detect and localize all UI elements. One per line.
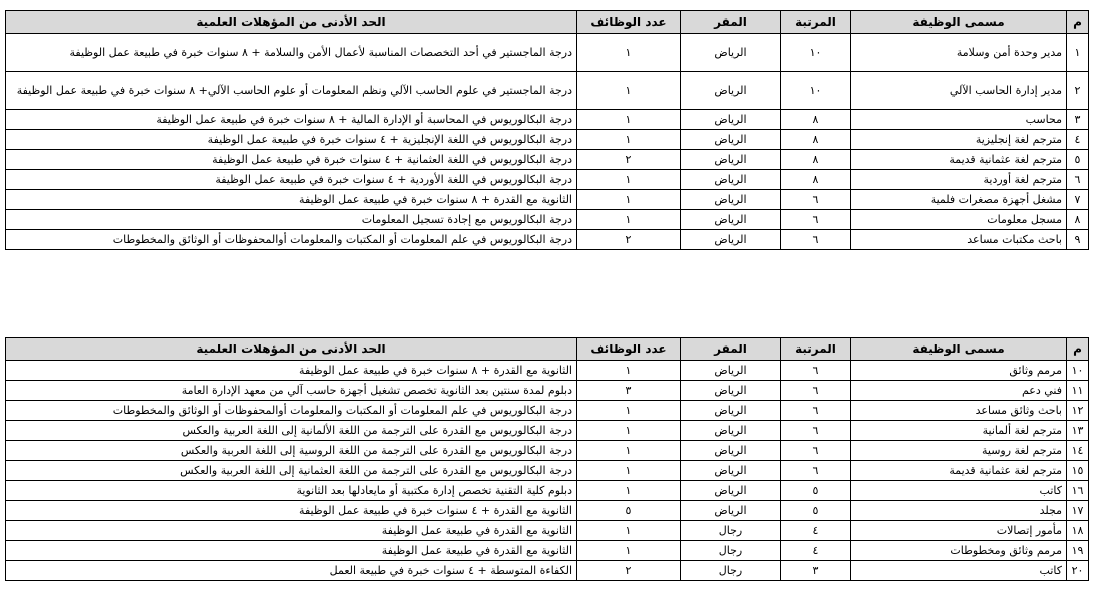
cell-num: ١٤	[1067, 441, 1089, 461]
header-location: المقر	[681, 338, 781, 361]
cell-location: الرياض	[681, 210, 781, 230]
cell-num: ١٢	[1067, 401, 1089, 421]
cell-rank: ٦	[781, 361, 851, 381]
cell-title: مدير وحدة أمن وسلامة	[851, 34, 1067, 72]
cell-count: ١	[577, 361, 681, 381]
cell-rank: ٦	[781, 190, 851, 210]
cell-num: ٣	[1067, 110, 1089, 130]
cell-num: ٦	[1067, 170, 1089, 190]
cell-qualification: درجة البكالوريوس في علم المعلومات أو المكتبات والمعلومات أوالمحفوظات أو الوثائق والمخطوطات	[6, 230, 577, 250]
table-row	[6, 230, 1089, 250]
cell-qualification: درجة البكالوريوس في اللغة الأوردية + ٤ سنوات خبرة في طبيعة عمل الوظيفة	[6, 170, 577, 190]
cell-num: ١١	[1067, 381, 1089, 401]
cell-title: كاتب	[851, 481, 1067, 501]
cell-num: ١	[1067, 34, 1089, 72]
cell-location: الرياض	[681, 34, 781, 72]
table-row	[6, 170, 1089, 190]
table-row	[6, 361, 1089, 381]
cell-title: فني دعم	[851, 381, 1067, 401]
table-row	[6, 190, 1089, 210]
cell-num: ٥	[1067, 150, 1089, 170]
cell-rank: ٦	[781, 461, 851, 481]
cell-count: ١	[577, 461, 681, 481]
cell-rank: ٥	[781, 481, 851, 501]
cell-rank: ٦	[781, 230, 851, 250]
table-header-row	[6, 338, 1089, 361]
cell-qualification: الثانوية مع القدرة في طبيعة عمل الوظيفة	[6, 521, 577, 541]
cell-location: الرياض	[681, 401, 781, 421]
cell-qualification: درجة الماجستير في أحد التخصصات المناسبة لأعمال الأمن والسلامة + ٨ سنوات خبرة في طبيعة عمل الوظيفة	[6, 34, 577, 72]
cell-rank: ٦	[781, 401, 851, 421]
cell-location: الرياض	[681, 481, 781, 501]
cell-count: ١	[577, 541, 681, 561]
cell-title: مأمور إتصالات	[851, 521, 1067, 541]
jobs-table-2	[5, 337, 1089, 581]
cell-location: الرياض	[681, 170, 781, 190]
cell-location: الرياض	[681, 361, 781, 381]
cell-count: ١	[577, 110, 681, 130]
table-row	[6, 441, 1089, 461]
cell-qualification: درجة البكالوريوس في المحاسبة أو الإدارة المالية + ٨ سنوات خبرة في طبيعة عمل الوظيفة	[6, 110, 577, 130]
table-row	[6, 401, 1089, 421]
cell-qualification: درجة البكالوريوس في اللغة الإنجليزية + ٤ سنوات خبرة في طبيعة عمل الوظيفة	[6, 130, 577, 150]
table-row	[6, 501, 1089, 521]
cell-location: الرياض	[681, 501, 781, 521]
cell-title: مترجم لغة روسية	[851, 441, 1067, 461]
cell-location: رجال	[681, 521, 781, 541]
table-row	[6, 461, 1089, 481]
cell-location: الرياض	[681, 72, 781, 110]
cell-qualification: الكفاءة المتوسطة + ٤ سنوات خبرة في طبيعة العمل	[6, 561, 577, 581]
cell-location: رجال	[681, 541, 781, 561]
cell-rank: ٣	[781, 561, 851, 581]
cell-num: ١٦	[1067, 481, 1089, 501]
header-rank: المرتبة	[781, 338, 851, 361]
cell-count: ١	[577, 210, 681, 230]
cell-location: الرياض	[681, 230, 781, 250]
cell-qualification: درجة البكالوريوس مع القدرة على الترجمة من اللغة الألمانية إلى اللغة العربية والعكس	[6, 421, 577, 441]
table-row	[6, 34, 1089, 72]
table-row	[6, 541, 1089, 561]
cell-title: مدير إدارة الحاسب الآلي	[851, 72, 1067, 110]
cell-rank: ٤	[781, 541, 851, 561]
cell-qualification: الثانوية مع القدرة + ٨ سنوات خبرة في طبيعة عمل الوظيفة	[6, 361, 577, 381]
cell-title: كاتب	[851, 561, 1067, 581]
table-row	[6, 481, 1089, 501]
table-row	[6, 421, 1089, 441]
cell-count: ١	[577, 481, 681, 501]
cell-location: الرياض	[681, 150, 781, 170]
cell-location: رجال	[681, 561, 781, 581]
table-row	[6, 521, 1089, 541]
cell-qualification: درجة البكالوريوس مع إجادة تسجيل المعلومات	[6, 210, 577, 230]
cell-qualification: دبلوم لمدة سنتين بعد الثانوية تخصص تشغيل أجهزة حاسب آلي من معهد الإدارة العامة	[6, 381, 577, 401]
header-title: مسمى الوظيفة	[851, 11, 1067, 34]
cell-title: مشغل أجهزة مصغرات فلمية	[851, 190, 1067, 210]
cell-qualification: الثانوية مع القدرة في طبيعة عمل الوظيفة	[6, 541, 577, 561]
cell-count: ٢	[577, 150, 681, 170]
cell-location: الرياض	[681, 441, 781, 461]
table-row	[6, 150, 1089, 170]
cell-num: ٢	[1067, 72, 1089, 110]
cell-rank: ٦	[781, 210, 851, 230]
cell-count: ١	[577, 190, 681, 210]
cell-title: مترجم لغة ألمانية	[851, 421, 1067, 441]
cell-location: الرياض	[681, 421, 781, 441]
header-qualification: الحد الأدنى من المؤهلات العلمية	[6, 11, 577, 34]
cell-qualification: درجة البكالوريوس في اللغة العثمانية + ٤ سنوات خبرة في طبيعة عمل الوظيفة	[6, 150, 577, 170]
cell-num: ١٨	[1067, 521, 1089, 541]
cell-rank: ٦	[781, 441, 851, 461]
cell-rank: ١٠	[781, 72, 851, 110]
cell-title: مرمم وثائق ومخطوطات	[851, 541, 1067, 561]
table-row	[6, 561, 1089, 581]
cell-title: باحث وثائق مساعد	[851, 401, 1067, 421]
cell-qualification: دبلوم كلية التقنية تخصص إدارة مكتبية أو مايعادلها بعد الثانوية	[6, 481, 577, 501]
header-rank: المرتبة	[781, 11, 851, 34]
cell-num: ٨	[1067, 210, 1089, 230]
header-num: م	[1067, 11, 1089, 34]
cell-qualification: درجة البكالوريوس مع القدرة على الترجمة من اللغة الروسية إلى اللغة العربية والعكس	[6, 441, 577, 461]
cell-location: الرياض	[681, 130, 781, 150]
cell-qualification: الثانوية مع القدرة + ٨ سنوات خبرة في طبيعة عمل الوظيفة	[6, 190, 577, 210]
header-location: المقر	[681, 11, 781, 34]
cell-rank: ٨	[781, 130, 851, 150]
cell-title: محاسب	[851, 110, 1067, 130]
cell-location: الرياض	[681, 461, 781, 481]
cell-qualification: الثانوية مع القدرة + ٤ سنوات خبرة في طبيعة عمل الوظيفة	[6, 501, 577, 521]
cell-count: ٥	[577, 501, 681, 521]
cell-count: ٢	[577, 230, 681, 250]
cell-num: ٧	[1067, 190, 1089, 210]
cell-rank: ٦	[781, 381, 851, 401]
header-qualification: الحد الأدنى من المؤهلات العلمية	[6, 338, 577, 361]
cell-rank: ٤	[781, 521, 851, 541]
cell-num: ٢٠	[1067, 561, 1089, 581]
cell-title: مرمم وثائق	[851, 361, 1067, 381]
cell-rank: ٨	[781, 150, 851, 170]
jobs-table-1	[5, 10, 1089, 250]
cell-num: ٩	[1067, 230, 1089, 250]
cell-num: ١٠	[1067, 361, 1089, 381]
header-title: مسمى الوظيفة	[851, 338, 1067, 361]
cell-count: ١	[577, 401, 681, 421]
cell-qualification: درجة البكالوريوس في علم المعلومات أو المكتبات والمعلومات أوالمحفوظات أو الوثائق والمخطوطات	[6, 401, 577, 421]
cell-count: ١	[577, 421, 681, 441]
cell-count: ١	[577, 34, 681, 72]
cell-rank: ٦	[781, 421, 851, 441]
cell-num: ١٣	[1067, 421, 1089, 441]
cell-num: ٤	[1067, 130, 1089, 150]
cell-count: ٣	[577, 381, 681, 401]
cell-count: ١	[577, 441, 681, 461]
cell-rank: ٨	[781, 110, 851, 130]
cell-rank: ١٠	[781, 34, 851, 72]
cell-title: مترجم لغة عثمانية قديمة	[851, 150, 1067, 170]
table-row	[6, 72, 1089, 110]
cell-count: ٢	[577, 561, 681, 581]
header-num: م	[1067, 338, 1089, 361]
cell-location: الرياض	[681, 110, 781, 130]
cell-title: مجلد	[851, 501, 1067, 521]
table-row	[6, 381, 1089, 401]
cell-location: الرياض	[681, 190, 781, 210]
cell-qualification: درجة البكالوريوس مع القدرة على الترجمة من اللغة العثمانية إلى اللغة العربية والعكس	[6, 461, 577, 481]
table-row	[6, 130, 1089, 150]
cell-count: ١	[577, 130, 681, 150]
cell-title: مترجم لغة أوردية	[851, 170, 1067, 190]
header-count: عدد الوظائف	[577, 11, 681, 34]
cell-title: مسجل معلومات	[851, 210, 1067, 230]
cell-title: مترجم لغة إنجليزية	[851, 130, 1067, 150]
cell-title: باحث مكتبات مساعد	[851, 230, 1067, 250]
cell-title: مترجم لغة عثمانية قديمة	[851, 461, 1067, 481]
cell-count: ١	[577, 521, 681, 541]
table-header-row	[6, 11, 1089, 34]
cell-num: ١٥	[1067, 461, 1089, 481]
cell-num: ١٩	[1067, 541, 1089, 561]
cell-location: الرياض	[681, 381, 781, 401]
header-count: عدد الوظائف	[577, 338, 681, 361]
table-row	[6, 210, 1089, 230]
cell-count: ١	[577, 170, 681, 190]
table-row	[6, 110, 1089, 130]
cell-count: ١	[577, 72, 681, 110]
cell-num: ١٧	[1067, 501, 1089, 521]
cell-rank: ٥	[781, 501, 851, 521]
cell-qualification: درجة الماجستير في علوم الحاسب الآلي ونظم المعلومات أو علوم الحاسب الآلي+ ٨ سنوات خبرة في طبيعة عمل الوظيفة	[6, 72, 577, 110]
cell-rank: ٨	[781, 170, 851, 190]
